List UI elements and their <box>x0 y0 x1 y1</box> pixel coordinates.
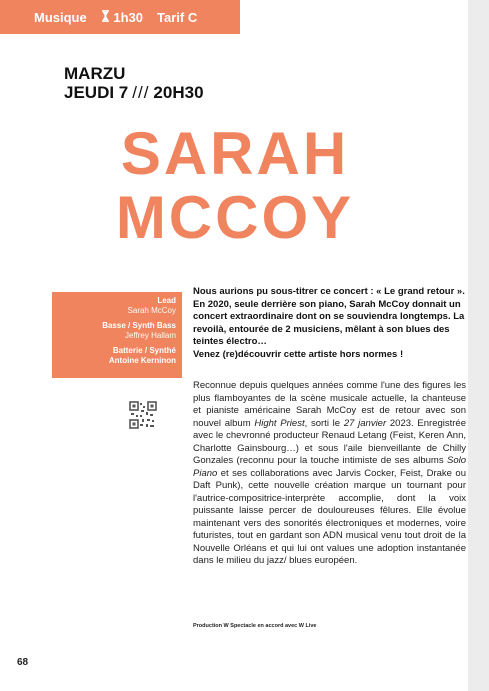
credit-role: Batterie / Synthé <box>112 346 176 355</box>
body-text-part: Reconnue depuis quelques années comme l'une des figures les plus flamboyantes de la scène musicale actuelle, la chanteuse et pianiste américaine Sarah McCoy est de retour avec son nouvel album <box>193 380 466 429</box>
body-text-part: et ses collaborations avec Jarvis Cocker, Feist, Drake ou Daft Punk), cette nouvelle création marque un tournant pour l'autrice-compositrice-interprète accomplie, dont la voix puissante laisse percer de douloureuses fêlures. Elle évolue maintenant vers des sonorités électroniques et modernes, voire futuristes, tout en gardant son ADN musical venu tout droit de la Nouvelle Orléans et qui lui ont values une adoption instantanée dans le milieu du jazz/ blues européen. <box>193 467 466 566</box>
event-day: JEUDI 7 <box>64 83 129 102</box>
category-tag-bar <box>0 0 240 34</box>
date-separator: /// <box>132 83 150 102</box>
body-text-part: , sorti le <box>304 417 344 429</box>
tarif-label: Tarif C <box>157 9 198 25</box>
credit-role: Lead <box>157 296 176 305</box>
category-label: Musique <box>34 9 87 25</box>
artist-name-line2: MCCOY <box>115 184 355 251</box>
credits-box <box>52 292 182 378</box>
credit-person: Jeffrey Hallam <box>125 331 176 340</box>
event-datetime <box>64 83 204 102</box>
album-title: Hight Priest <box>254 417 305 429</box>
event-date-block <box>64 64 204 102</box>
release-date: 27 janvier <box>343 417 387 429</box>
page-number: 68 <box>17 657 29 668</box>
venue-name: MARZU <box>64 64 126 83</box>
intro-callout: Venez (re)découvrir cette artiste hors normes ! <box>193 348 404 360</box>
album-title: Solo Piano <box>193 455 466 479</box>
body-paragraph <box>193 380 466 568</box>
credit-role: Basse / Synth Bass <box>102 321 176 330</box>
production-credit: Production W Spectacle en accord avec W Live <box>193 623 317 629</box>
hourglass-icon <box>101 10 110 22</box>
intro-paragraph: Nous aurions pu sous-titrer ce concert : « Le grand retour ». En 2020, seule derrière son piano, Sarah McCoy donnait un concert extraordinaire dont on se souviendra longtemps. La revoilà, entourée de 2 musiciens, mêlant à son blues des teintes électro… <box>193 286 465 347</box>
credit-person: Antoine Kerninon <box>108 356 176 365</box>
intro-text <box>193 286 466 361</box>
credit-person: Sarah McCoy <box>127 306 176 315</box>
artist-name <box>50 122 420 250</box>
duration-tag <box>101 10 143 25</box>
page-edge-strip <box>468 0 489 691</box>
qr-code[interactable] <box>129 401 157 429</box>
duration-label: 1h30 <box>113 9 143 25</box>
event-time: 20H30 <box>153 83 204 102</box>
artist-name-line1: SARAH <box>120 120 350 187</box>
body-text-part: 2023. Enregistrée avec le chevronné producteur Renaud Letang (Feist, Keren Ann, Charlotte Gainsbourg…) et sous l'aile bienveillante de Chilly Gonzales (reconnu pour la touche intimiste de ses albums <box>193 417 466 466</box>
